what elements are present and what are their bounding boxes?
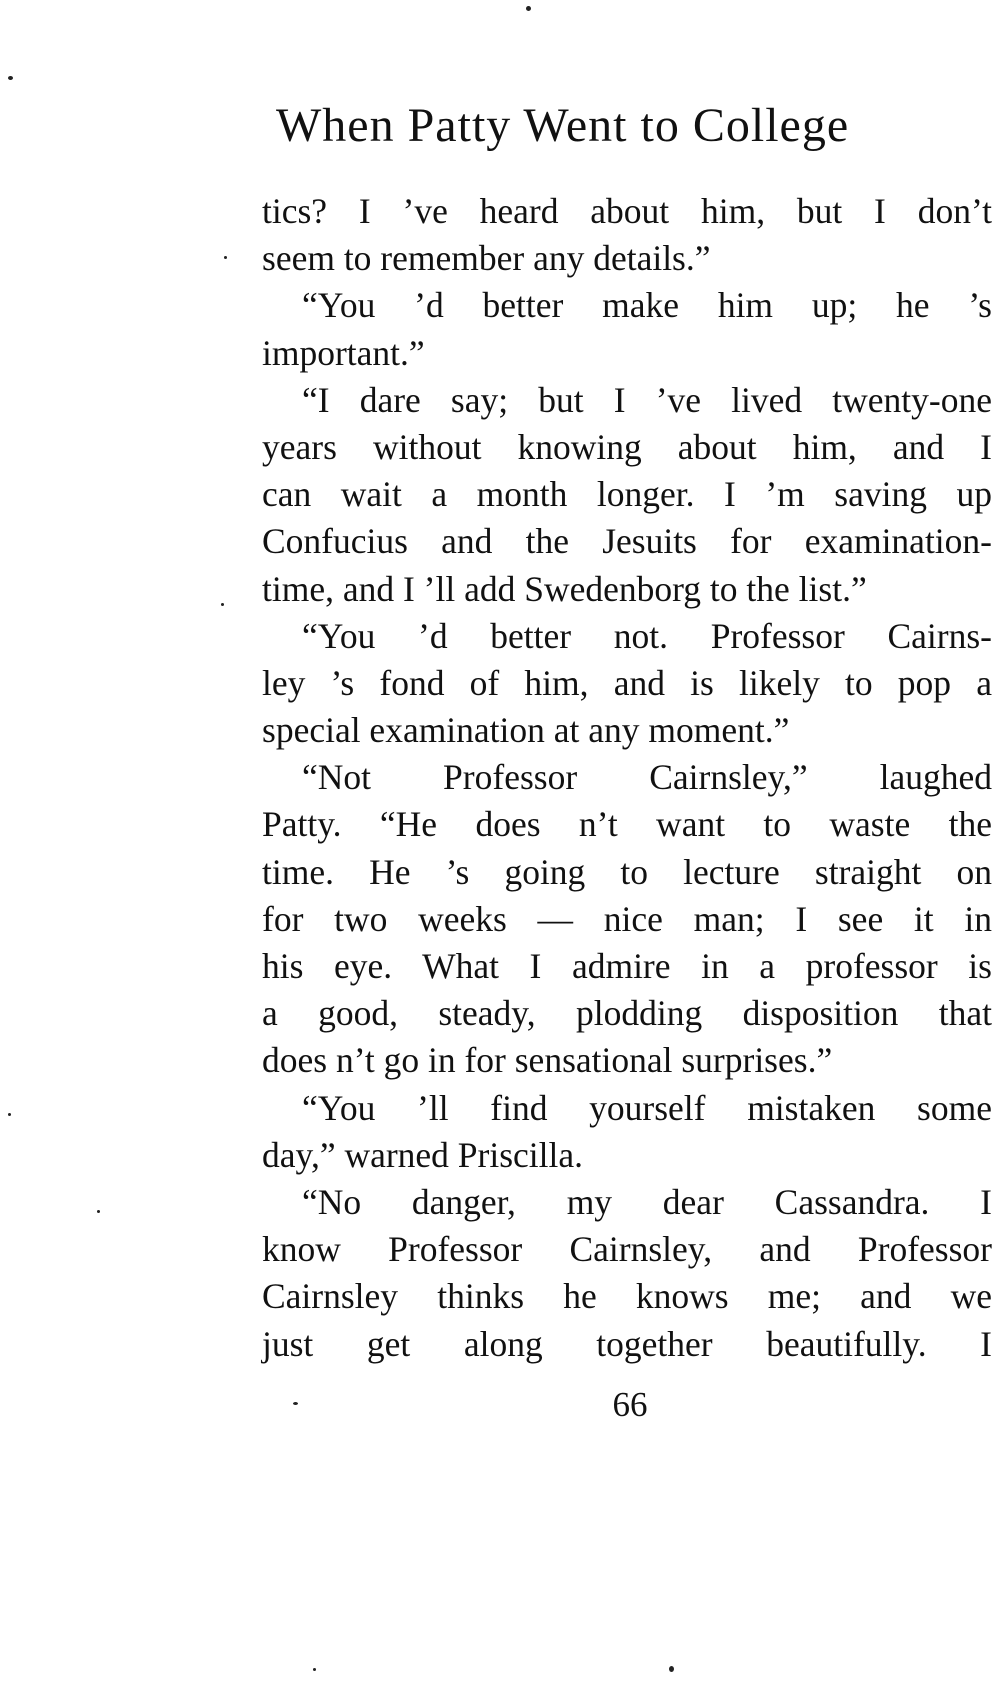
page-number: 66 bbox=[612, 1385, 648, 1424]
text-line: day,” warned Priscilla. bbox=[262, 1134, 584, 1175]
text-line: a good, steady, plodding disposition that bbox=[262, 993, 992, 1034]
text-line: Patty. “He does n’t want to waste the bbox=[262, 804, 992, 845]
text-line: Confucius and the Jesuits for examination- bbox=[262, 521, 992, 562]
text-line: his eye. What I admire in a professor is bbox=[262, 946, 992, 986]
text-line: “I dare say; but I ’ve lived twenty-one bbox=[302, 379, 992, 420]
text-line: “You ’d better make him up; he ’s bbox=[302, 285, 992, 326]
text-line: for two weeks — nice man; I see it in bbox=[262, 898, 992, 939]
text-line: special examination at any moment.” bbox=[262, 710, 790, 751]
scan-speck bbox=[8, 1113, 11, 1116]
body-text bbox=[262, 188, 992, 1368]
text-line: years without knowing about him, and I bbox=[262, 426, 992, 467]
text-line: know Professor Cairnsley, and Professor bbox=[262, 1229, 992, 1270]
scan-speck bbox=[526, 6, 531, 11]
text-line: just get along together beautifully. I bbox=[262, 1323, 992, 1364]
scan-speck bbox=[293, 1402, 298, 1405]
text-line: tics? I ’ve heard about him, but I don’t bbox=[262, 191, 992, 231]
text-line: important.” bbox=[262, 332, 425, 373]
scan-speck bbox=[313, 1668, 316, 1671]
scan-speck bbox=[224, 256, 227, 259]
text-line: “Not Professor Cairnsley,” laughed bbox=[302, 757, 992, 798]
text-line: “You ’ll find yourself mistaken some bbox=[302, 1087, 992, 1128]
scan-speck bbox=[8, 76, 13, 80]
text-line: can wait a month longer. I ’m saving up bbox=[262, 474, 992, 515]
text-line: time, and I ’ll add Swedenborg to the list.” bbox=[262, 568, 867, 609]
text-line: “No danger, my dear Cassandra. I bbox=[302, 1181, 992, 1222]
text-line: Cairnsley thinks he knows me; and we bbox=[262, 1276, 992, 1317]
scan-speck bbox=[669, 1666, 674, 1672]
text-line: time. He ’s going to lecture straight on bbox=[262, 851, 992, 892]
running-head: When Patty Went to College bbox=[276, 99, 850, 152]
text-line: does n’t go in for sensational surprises.” bbox=[262, 1040, 833, 1081]
scan-speck bbox=[221, 603, 224, 606]
text-line: ley ’s fond of him, and is likely to pop a bbox=[262, 662, 992, 703]
text-line: seem to remember any details.” bbox=[262, 238, 711, 279]
text-line: “You ’d better not. Professor Cairns- bbox=[302, 615, 992, 656]
scan-speck bbox=[97, 1210, 100, 1213]
